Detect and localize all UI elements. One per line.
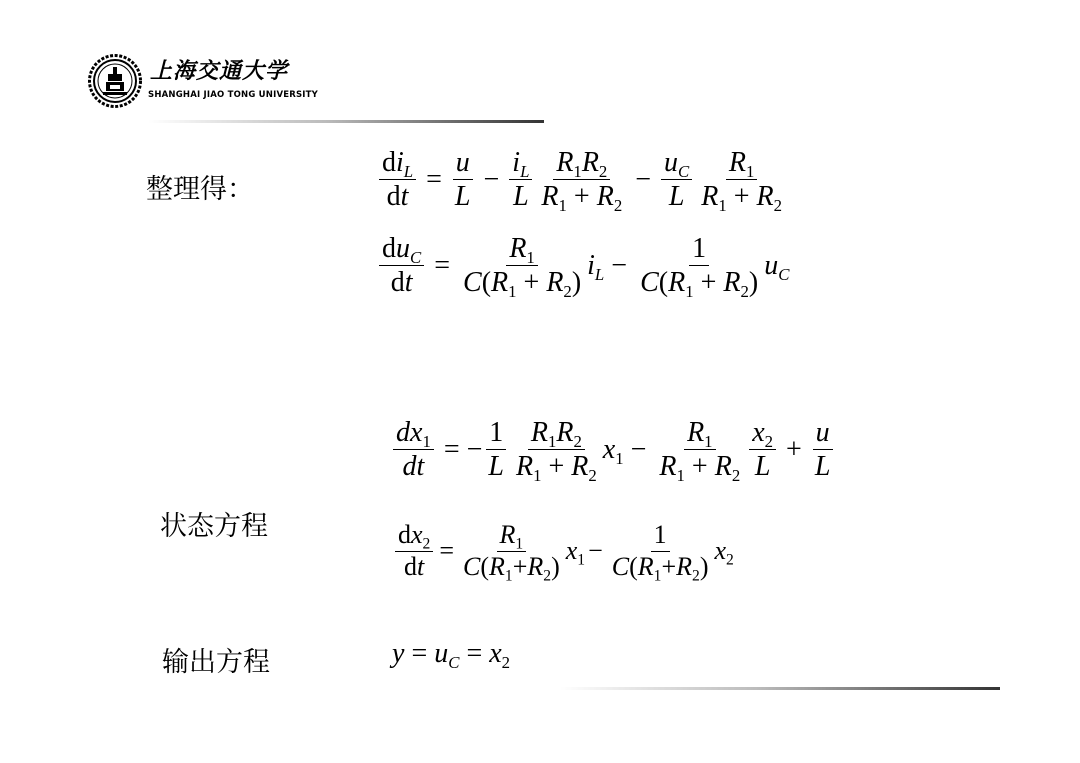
- equation-duc-dt: $du_C$ dt = $\frac{R_1}{C(R_1 + R_2)}$ $i_L$ − $\frac{1}{C(R_1 + R_2)}$ $u_C$: [376, 232, 789, 299]
- university-seal-icon: [88, 54, 142, 108]
- label-output-equation: 输出方程: [162, 647, 270, 678]
- university-name-cn: 上海交通大学: [150, 58, 289, 84]
- university-logo: [88, 52, 338, 112]
- university-name-en: SHANGHAI JIAO TONG UNIVERSITY: [148, 90, 319, 100]
- header-divider: [148, 120, 544, 123]
- state-equation-dx1: $\frac{dx_1}{dt}$ = − $\frac{1}{L}$ $R_1R_2$ $R_1 + R_2$ $x_1$ − $\frac{R_1}{R_1 + R_2}$ $x_2$ L + $\frac{u}{L}$: [390, 416, 836, 483]
- state-equation-dx2: $\frac{dx_2}{dt}$ = $\frac{R_1}{C(R_1+R_2)}$ $x_1$ − $\frac{1}{C(R_1+R_2)}$ $x_2$: [392, 520, 734, 582]
- label-arranged: 整理得：: [146, 174, 254, 205]
- equation-di-dt: $di_L$ dt = $\frac{u}{L}$ − $\frac{i_L}{L}$ $R_1R_2$ $R_1 + R_2$ − $\frac{u_C}{L}$ $R_1$ $R_1 + R_2$: [376, 146, 788, 213]
- label-state-equation: 状态方程: [160, 511, 268, 542]
- footer-divider: [560, 687, 1000, 690]
- output-equation: y = $u_C$ = $x_2$: [392, 638, 511, 672]
